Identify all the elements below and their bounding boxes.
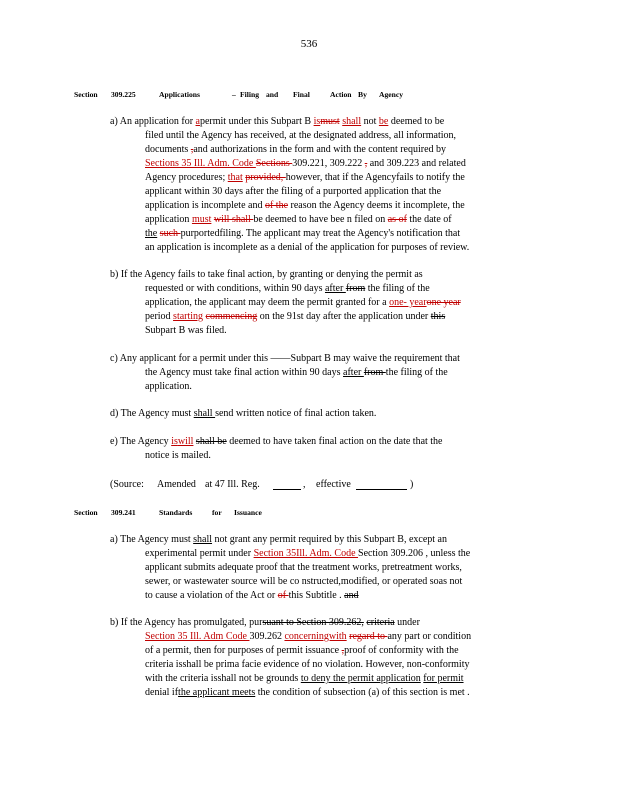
struck-text: of the bbox=[264, 200, 289, 211]
p225a-line bbox=[145, 227, 460, 240]
p225b-line bbox=[145, 282, 430, 295]
body-text: on the 91st day after the application under bbox=[257, 311, 431, 322]
struck-text: , bbox=[341, 645, 345, 656]
body-text: applicant within 30 days after the filing of a purported application that the bbox=[145, 186, 442, 197]
body-text: requested or with conditions, within 90 days bbox=[145, 283, 325, 294]
source-note-part: at 47 Ill. Reg. bbox=[205, 479, 260, 490]
body-text: e) The Agency bbox=[110, 436, 172, 447]
body-text: after bbox=[324, 283, 346, 294]
p225e-line bbox=[110, 435, 443, 448]
inserted-text: is bbox=[171, 436, 178, 447]
body-text: after bbox=[343, 367, 364, 378]
struck-text: this bbox=[430, 311, 446, 322]
p225b-line bbox=[145, 310, 445, 323]
p241b-line bbox=[110, 616, 420, 629]
body-text: notice is mailed. bbox=[145, 450, 211, 461]
struck-text: will shall bbox=[213, 214, 254, 225]
body-text: experimental permit under bbox=[145, 548, 254, 559]
p225b-line bbox=[145, 296, 461, 309]
struck-text: , bbox=[190, 144, 194, 155]
struck-text: as of bbox=[387, 214, 407, 225]
p225a-line bbox=[145, 157, 466, 170]
p241a-line bbox=[145, 575, 462, 588]
body-text: Section 309.206 , unless the bbox=[358, 548, 471, 559]
p241b-line bbox=[145, 630, 471, 643]
source-note-part: ) bbox=[410, 479, 414, 490]
p241b-line bbox=[145, 672, 464, 685]
section-heading-s225-part: Applications bbox=[159, 90, 200, 99]
body-text: filed until the Agency has received, at the designated address, all information, bbox=[145, 130, 457, 141]
body-text: c) Any applicant for a permit under this ——Subpart B may waive the requirement that bbox=[110, 353, 460, 364]
p225a-line bbox=[145, 241, 469, 254]
p225c-line bbox=[145, 366, 448, 379]
inserted-text: Sections 35 Ill. Adm. Code bbox=[145, 158, 256, 169]
section-heading-s225-part: and bbox=[266, 90, 279, 99]
inserted-text: Section 35 Ill. Adm Code bbox=[145, 631, 250, 642]
body-text: 309.262 bbox=[249, 631, 285, 642]
body-text: an application is incomplete as a denial of the application for purposes of review. bbox=[145, 242, 470, 253]
inserted-text: is bbox=[313, 116, 321, 127]
p225a-line bbox=[145, 171, 465, 184]
inserted-text: will bbox=[177, 436, 194, 447]
section-heading-s241-part: Standards bbox=[159, 508, 193, 517]
body-text: not bbox=[361, 116, 379, 127]
p241a-line bbox=[110, 533, 447, 546]
inserted-text: Section 35Ill. Adm. Code bbox=[253, 548, 359, 559]
body-text: Subpart B was filed. bbox=[145, 325, 227, 336]
p225a-line bbox=[145, 199, 465, 212]
struck-text: provided, bbox=[245, 172, 286, 183]
source-note-part: Amended bbox=[157, 479, 196, 490]
p241b-line bbox=[145, 686, 470, 699]
body-text: b) If the Agency fails to take final action, by granting or denying the permit as bbox=[110, 269, 423, 280]
section-heading-s241-part: Section bbox=[74, 508, 98, 517]
body-text: to deny the permit application bbox=[300, 673, 421, 684]
section-heading-s225-part: Agency bbox=[379, 90, 404, 99]
struck-text: regard to bbox=[349, 631, 388, 642]
source-note-part: effective bbox=[316, 479, 351, 490]
source-note-part: , bbox=[303, 479, 306, 490]
struck-text: criteria bbox=[366, 617, 395, 628]
body-text: shall bbox=[193, 408, 216, 419]
section-heading-s225-part: – bbox=[232, 90, 236, 99]
body-text: applicant submits adequate proof that the treatment works, pretreatment works, bbox=[145, 562, 462, 573]
struck-text: from bbox=[363, 367, 386, 378]
section-heading-s225-part: Filing bbox=[240, 90, 259, 99]
section-heading-s225-part: Action bbox=[330, 90, 352, 99]
inserted-text: be bbox=[378, 116, 389, 127]
body-text: documents bbox=[145, 144, 191, 155]
p225e-line bbox=[145, 449, 211, 462]
body-text: send written notice of final action taken. bbox=[215, 408, 377, 419]
body-text: of a permit, then for purposes of permit issuance bbox=[145, 645, 342, 656]
section-heading-s241-part: 309.241 bbox=[111, 508, 136, 517]
p241b-line bbox=[145, 644, 459, 657]
body-text: Agency procedures; bbox=[145, 172, 228, 183]
body-text: deemed to have taken final action on the date that the bbox=[226, 436, 443, 447]
struck-text: one year bbox=[426, 297, 461, 308]
p225c-line bbox=[110, 352, 460, 365]
blank-underline bbox=[273, 489, 301, 490]
body-text: for permit bbox=[423, 673, 464, 684]
body-text: the date of bbox=[406, 214, 452, 225]
section-heading-s241-part: for bbox=[212, 508, 222, 517]
inserted-text: that bbox=[227, 172, 243, 183]
body-text: any part or condition bbox=[387, 631, 472, 642]
body-text: reason the Agency deems it incomplete, the bbox=[288, 200, 465, 211]
body-text: shall bbox=[193, 534, 213, 545]
body-text: criteria isshall be prima facie evidence of no violation. However, non-conformity bbox=[145, 659, 470, 670]
body-text: and authorizations in the form and with the content required by bbox=[193, 144, 447, 155]
struck-text: Sections bbox=[255, 158, 293, 169]
body-text: b) If the Agency has promulgated, pur bbox=[110, 617, 263, 628]
body-text: a) An application for bbox=[110, 116, 196, 127]
body-text: the Agency must take final action within 90 days bbox=[145, 367, 344, 378]
inserted-text: must bbox=[191, 214, 212, 225]
body-text: application is incomplete and bbox=[145, 200, 265, 211]
body-text: the condition of subsection (a) of this section is met . bbox=[255, 687, 470, 698]
p241a-line bbox=[145, 561, 462, 574]
inserted-text: starting bbox=[173, 311, 204, 322]
body-text: a) The Agency must bbox=[110, 534, 194, 545]
struck-text: , bbox=[364, 158, 368, 169]
struck-text: of bbox=[277, 590, 289, 601]
section-heading-s225-part: 309.225 bbox=[111, 90, 136, 99]
p225a-line bbox=[110, 115, 444, 128]
p225a-line bbox=[145, 143, 446, 156]
body-text: this Subtitle . bbox=[288, 590, 345, 601]
body-text: the bbox=[145, 228, 158, 239]
struck-text: such bbox=[159, 228, 181, 239]
inserted-text: concerningwith bbox=[284, 631, 347, 642]
struck-text: and bbox=[344, 590, 359, 601]
body-text: application. bbox=[145, 381, 192, 392]
p225a-line bbox=[145, 185, 441, 198]
body-text: application bbox=[145, 214, 192, 225]
body-text: however, that if the Agencyfails to notify the bbox=[285, 172, 465, 183]
p225a-line bbox=[145, 129, 456, 142]
struck-text: shall be bbox=[195, 436, 227, 447]
p225c-line bbox=[145, 380, 192, 393]
body-text: period bbox=[145, 311, 174, 322]
inserted-text: one- year bbox=[389, 297, 427, 308]
p241b-line bbox=[145, 658, 469, 671]
body-text: not grant any permit required by this Subpart B, except an bbox=[212, 534, 447, 545]
body-text: deemed to be bbox=[388, 116, 445, 127]
section-heading-s225-part: Final bbox=[293, 90, 310, 99]
body-text: denial if bbox=[145, 687, 179, 698]
inserted-text: a bbox=[195, 116, 200, 127]
blank-underline bbox=[356, 489, 407, 490]
p225b-line bbox=[145, 324, 227, 337]
section-heading-s225-part: By bbox=[358, 90, 367, 99]
body-text: permit under this Subpart B bbox=[199, 116, 314, 127]
body-text: sewer, or wastewater source will be co nstructed,modified, or operated soas not bbox=[145, 576, 463, 587]
section-heading-s225-part: Section bbox=[74, 90, 98, 99]
body-text: 309.221, 309.222 bbox=[292, 158, 365, 169]
source-note-part: (Source: bbox=[110, 479, 144, 490]
p241a-line bbox=[145, 589, 359, 602]
p241a-line bbox=[145, 547, 470, 560]
struck-text: must bbox=[320, 116, 340, 127]
inserted-text: shall bbox=[342, 116, 362, 127]
body-text: to cause a violation of the Act or bbox=[145, 590, 278, 601]
body-text: application, the applicant may deem the permit granted for a bbox=[145, 297, 390, 308]
body-text: under bbox=[394, 617, 420, 628]
struck-text: commencing bbox=[205, 311, 258, 322]
struck-text: from bbox=[345, 283, 366, 294]
struck-text: suant to Section 309.262, bbox=[262, 617, 364, 628]
body-text: and 309.223 and related bbox=[367, 158, 466, 169]
body-text: d) The Agency must bbox=[110, 408, 194, 419]
section-heading-s241-part: Issuance bbox=[234, 508, 262, 517]
body-text: with the criteria isshall not be grounds bbox=[145, 673, 301, 684]
body-text: the filing of the bbox=[385, 367, 448, 378]
p225b-line bbox=[110, 268, 423, 281]
body-text: proof of conformity with the bbox=[344, 645, 459, 656]
body-text: the applicant meets bbox=[178, 687, 256, 698]
p225d-line bbox=[110, 407, 376, 420]
p225a-line bbox=[145, 213, 452, 226]
body-text: be deemed to have bee n filed on bbox=[253, 214, 388, 225]
page-number: 536 bbox=[300, 38, 318, 50]
body-text: purportedfiling. The applicant may treat the Agency's notification that bbox=[180, 228, 461, 239]
body-text: the filing of the bbox=[365, 283, 430, 294]
